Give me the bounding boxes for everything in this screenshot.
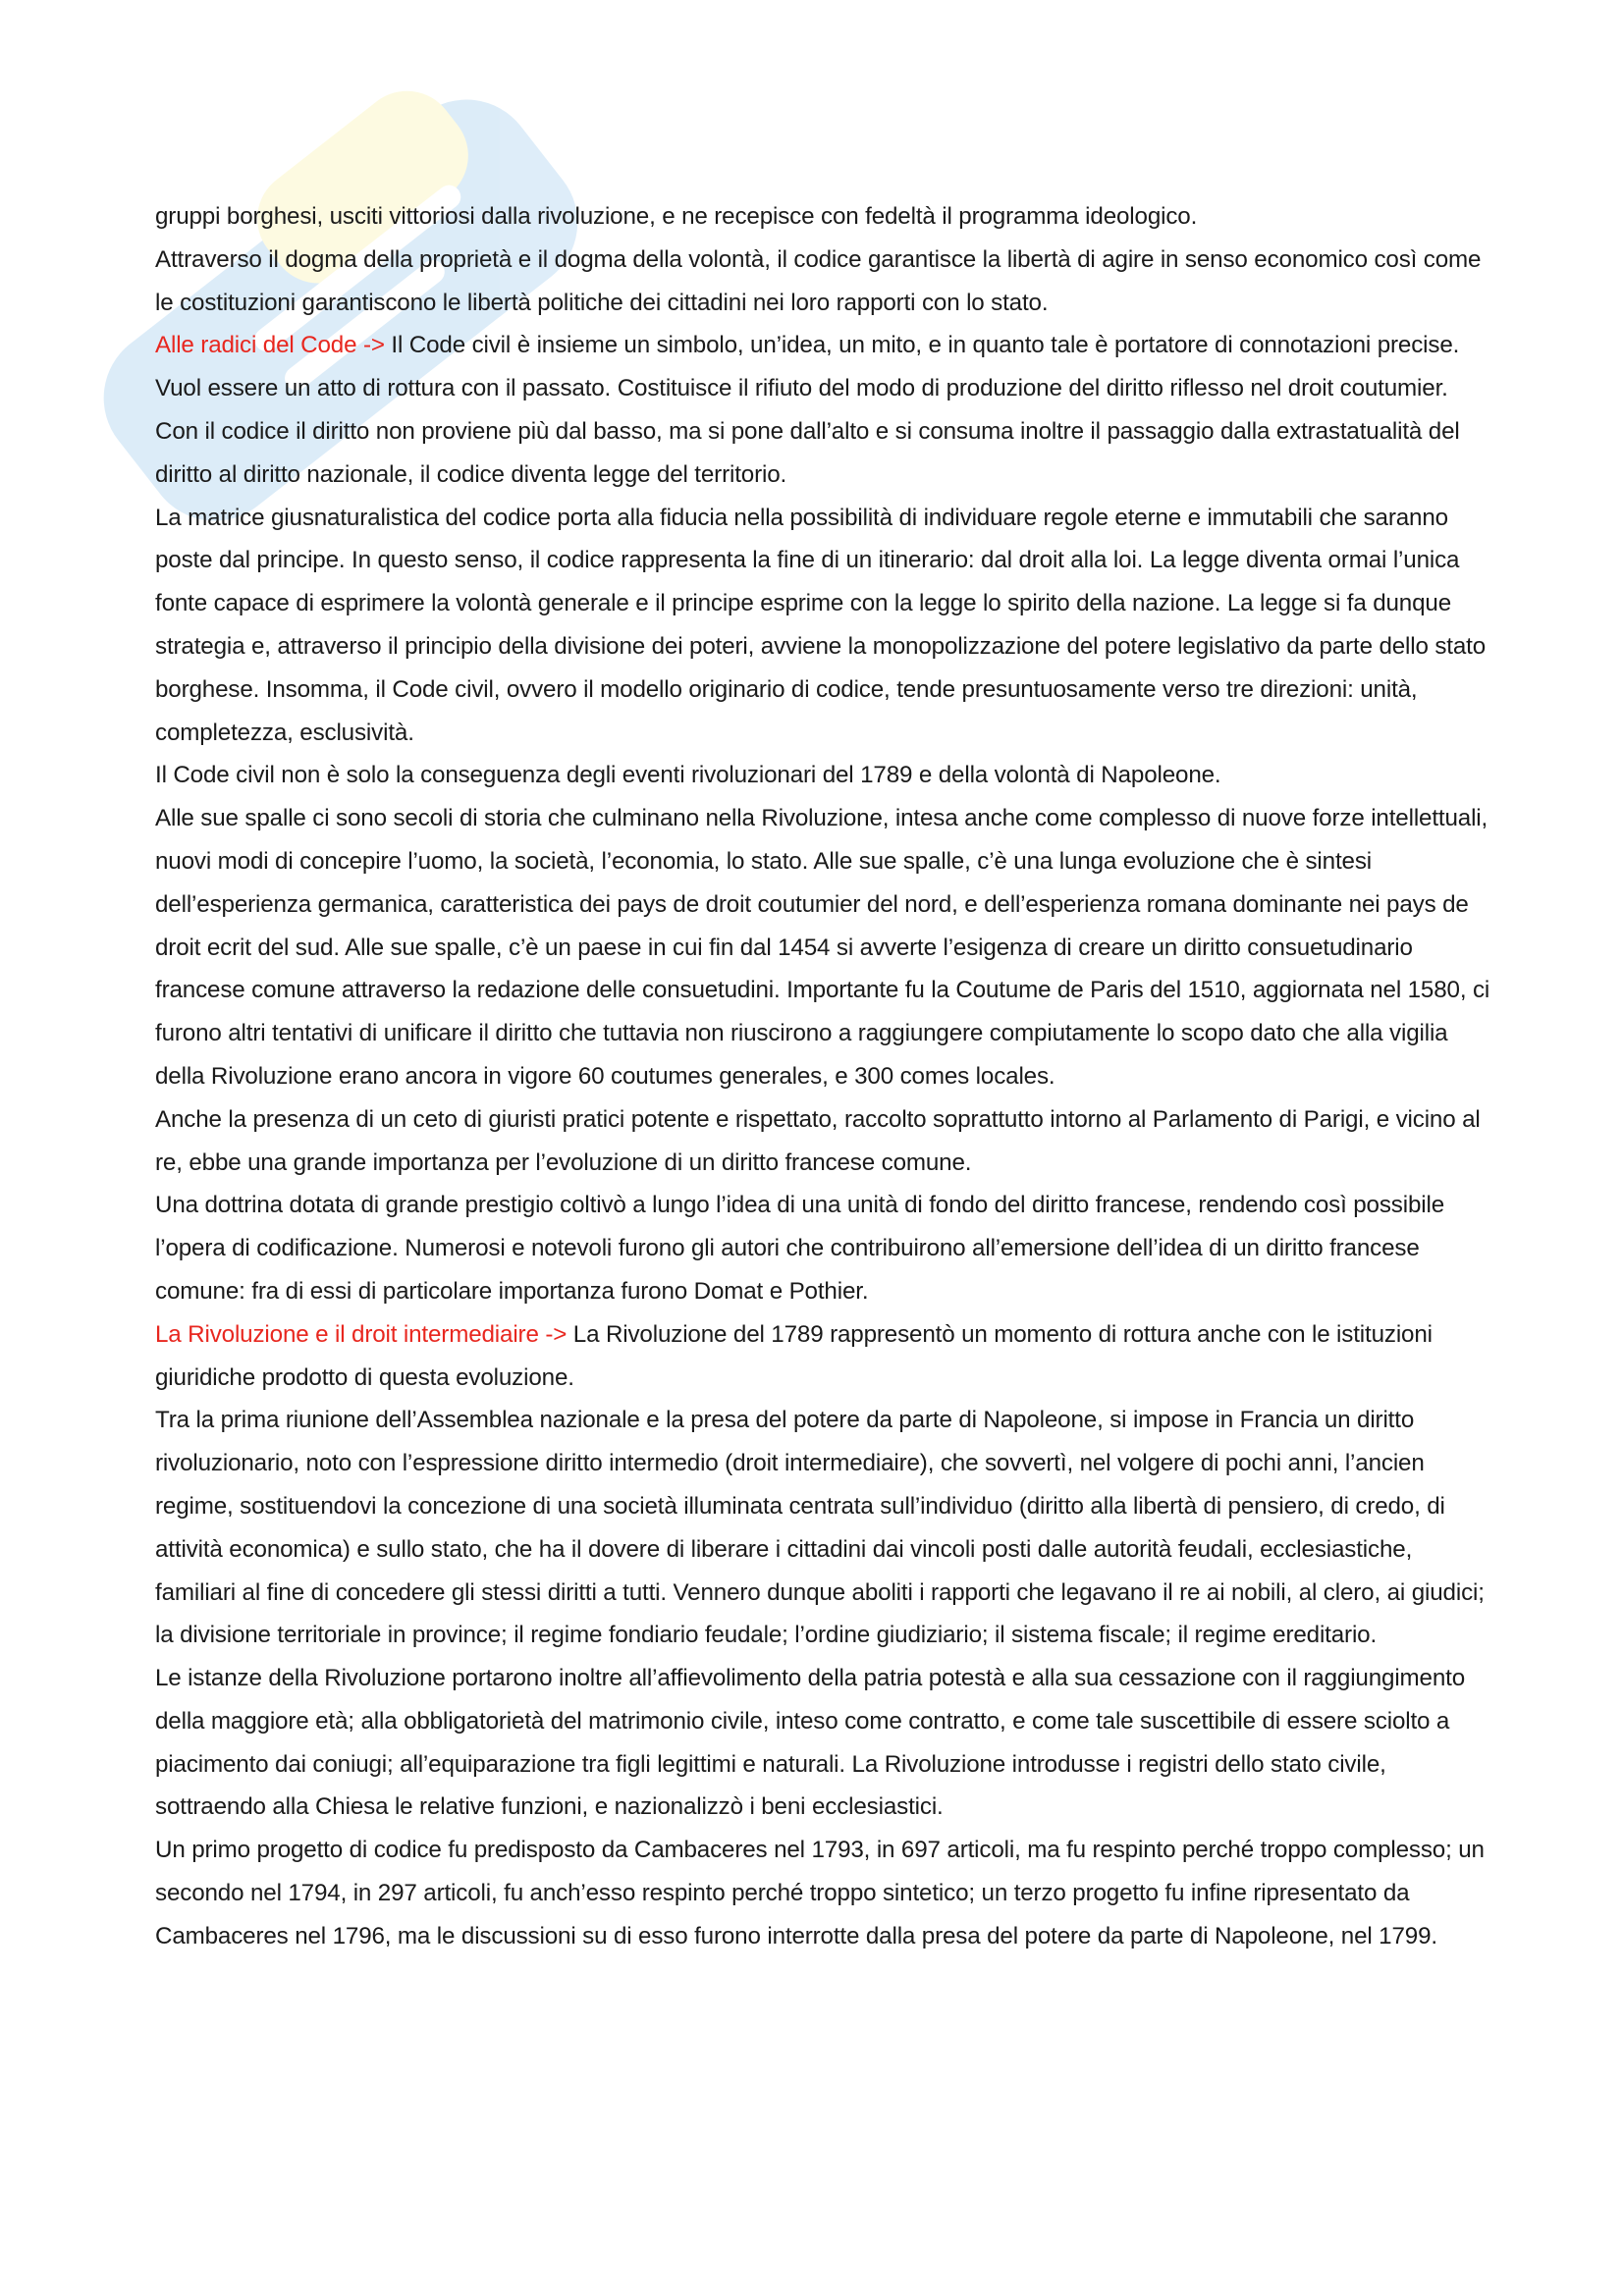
- paragraph-text: Un primo progetto di codice fu predisposto da Cambaceres nel 1793, in 697 articoli, ma fu respinto perché troppo complesso; un secondo nel 1794, in 297 articoli, fu anch’esso respinto perché troppo sintetico; un terzo progetto fu infine ripresentato da Cambaceres nel 1796, ma le discussioni su di esso furono interrotte dalla presa del potere da parte di Napoleone, nel 1799.: [155, 1837, 1485, 1949]
- paragraph: [155, 410, 1490, 497]
- paragraph-text: Anche la presenza di un ceto di giuristi pratici potente e rispettato, raccolto soprattutto intorno al Parlamento di Parigi, e vicino al re, ebbe una grande importanza per l’evoluzione di un diritto francese comune.: [155, 1105, 1481, 1176]
- paragraph-text: Il Code civil non è solo la conseguenza degli eventi rivoluzionari del 1789 e della volontà di Napoleone.: [155, 762, 1221, 789]
- paragraph-text: Con il codice il diritto non proviene più dal basso, ma si pone dall’alto e si consuma inoltre il passaggio dalla extrastatualità del diritto al diritto nazionale, il codice diventa legge del territorio.: [155, 417, 1460, 488]
- paragraph: [155, 324, 1490, 410]
- paragraph-text: Il Code civil è insieme un simbolo, un’idea, un mito, e in quanto tale è portatore di connotazioni precise. Vuol essere un atto di rottura con il passato. Costituisce il rifiuto del modo di produzione del diritto riflesso nel droit coutumier.: [155, 332, 1460, 402]
- paragraph-text: Attraverso il dogma della proprietà e il dogma della volontà, il codice garantisce la libertà di agire in senso economico così come le costituzioni garantiscono le libertà politiche dei cittadini nei loro rapporti con lo stato.: [155, 245, 1482, 316]
- section-heading: Alle radici del Code ->: [155, 332, 385, 359]
- paragraph-text: Una dottrina dotata di grande prestigio coltivò a lungo l’idea di una unità di fondo del diritto francese, rendendo così possibile l’opera di codificazione. Numerosi e notevoli furono gli autori che contribuirono all’emersione dell’idea di un diritto francese comune: fra di essi di particolare importanza furono Domat e Pothier.: [155, 1192, 1445, 1305]
- paragraph-text: Le istanze della Rivoluzione portarono inoltre all’affievolimento della patria potestà e alla sua cessazione con il raggiungimento della maggiore età; alla obbligatorietà del matrimonio civile, inteso come contratto, e come tale suscettibile di essere sciolto a piacimento dai coniugi; all’equiparazione tra figli legittimi e naturali. La Rivoluzione introdusse i registri dello stato civile, sottraendo alla Chiesa le relative funzioni, e nazionalizzò i beni ecclesiastici.: [155, 1665, 1466, 1821]
- paragraph: [155, 1098, 1490, 1185]
- document-body: [155, 195, 1490, 1958]
- paragraph-text: La matrice giusnaturalistica del codice porta alla fiducia nella possibilità di individuare regole eterne e immutabili che saranno poste dal principe. In questo senso, il codice rappresenta la fine di un itinerario: dal droit alla loi. La legge diventa ormai l’unica fonte capace di esprimere la volontà generale e il principe esprime con la legge lo spirito della nazione. La legge si fa dunque strategia e, attraverso il principio della divisione dei poteri, avviene la monopolizzazione del potere legislativo da parte dello stato borghese. Insomma, il Code civil, ovvero il modello originario di codice, tende presuntuosamente verso tre direzioni: unità, completezza, esclusività.: [155, 504, 1487, 746]
- paragraph: [155, 1313, 1490, 1400]
- paragraph: [155, 754, 1490, 797]
- paragraph: [155, 1184, 1490, 1312]
- paragraph: [155, 1829, 1490, 1957]
- paragraph: [155, 239, 1490, 325]
- section-heading: La Rivoluzione e il droit intermediaire ->: [155, 1320, 568, 1348]
- paragraph: [155, 195, 1490, 239]
- paragraph: [155, 497, 1490, 755]
- paragraph-text: Tra la prima riunione dell’Assemblea nazionale e la presa del potere da parte di Napoleone, si impose in Francia un diritto rivoluzionario, noto con l’espressione diritto intermedio (droit intermediaire), che sovvertì, nel volgere di pochi anni, l’ancien regime, sostituendovi la concezione di una società illuminata centrata sull’individuo (diritto alla libertà di pensiero, di credo, di attività economica) e sullo stato, che ha il dovere di liberare i cittadini dai vincoli posti dalle autorità feudali, ecclesiastiche, familiari al fine di concedere gli stessi diritti a tutti. Vennero dunque aboliti i rapporti che legavano il re ai nobili, al clero, ai giudici; la divisione territoriale in province; il regime fondiario feudale; l’ordine giudiziario; il sistema fiscale; il regime ereditario.: [155, 1407, 1485, 1649]
- paragraph-text: La Rivoluzione del 1789 rappresentò un momento di rottura anche con le istituzioni giuridiche prodotto di questa evoluzione.: [155, 1320, 1433, 1391]
- paragraph: [155, 1399, 1490, 1657]
- paragraph-text: gruppi borghesi, usciti vittoriosi dalla rivoluzione, e ne recepisce con fedeltà il programma ideologico.: [155, 203, 1198, 230]
- paragraph-text: Alle sue spalle ci sono secoli di storia che culminano nella Rivoluzione, intesa anche come complesso di nuove forze intellettuali, nuovi modi di concepire l’uomo, la società, l’economia, lo stato. Alle sue spalle, c’è una lunga evoluzione che è sintesi dell’esperienza germanica, caratteristica dei pays de droit coutumier del nord, e dell’esperienza romana dominante nei pays de droit ecrit del sud. Alle sue spalle, c’è un paese in cui fin dal 1454 si avverte l’esigenza di creare un diritto consuetudinario francese comune attraverso la redazione delle consuetudini. Importante fu la Coutume de Paris del 1510, aggiornata nel 1580, ci furono altri tentativi di unificare il diritto che tuttavia non riuscirono a raggiungere compiutamente lo scopo dato che alla vigilia della Rivoluzione erano ancora in vigore 60 coutumes generales, e 300 comes locales.: [155, 805, 1490, 1090]
- paragraph: [155, 797, 1490, 1098]
- paragraph: [155, 1657, 1490, 1829]
